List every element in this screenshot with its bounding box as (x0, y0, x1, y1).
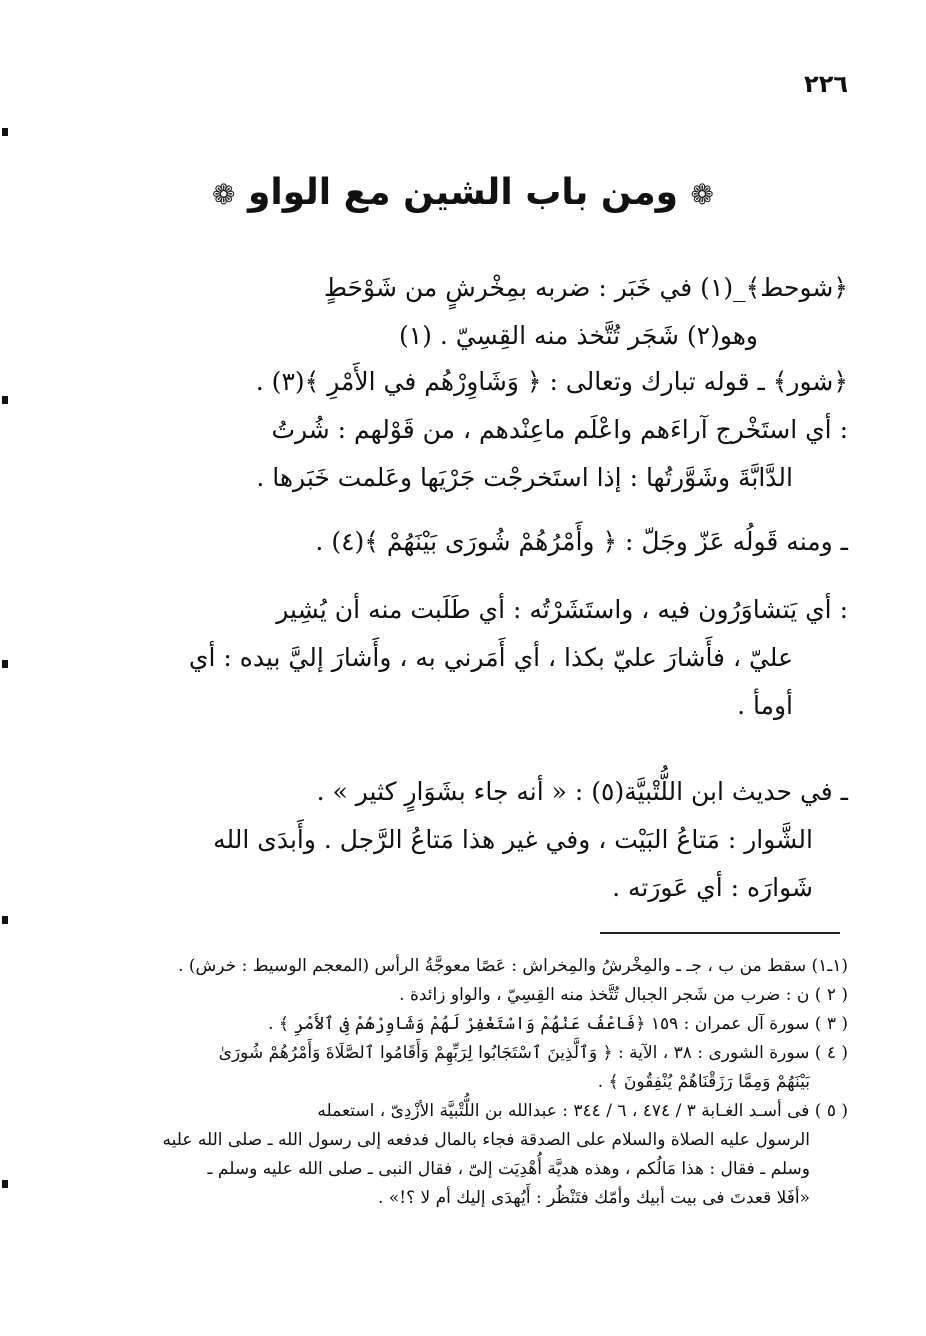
margin-mark (2, 660, 8, 668)
footnote-line: بَيْنَهُمْ وَمِمَّا رَزَقْنَاهُمْ يُنْفِقُونَ ﴾ . (597, 1072, 810, 1092)
margin-mark (2, 916, 8, 924)
footnote-line: ( ٥ ) فى أسـد الغـابة ٣ / ٤٧٤ ، ٦ / ٣٤٤ : عبدالله بن اللُّتْبيَّة الأزْدِىّ ، استعمله (317, 1101, 848, 1121)
page-number: ٢٢٦ (804, 70, 848, 98)
footnote-line: وسلم ـ فقال : هذا مَالُكم ، وهذه هديَّة أُهْدِيَت إلىّ ، فقال النبى ـ صلى الله عليه وسلم ـ (207, 1159, 810, 1179)
margin-mark (2, 1180, 8, 1188)
entry-line: عليّ ، فأَشارَ عليّ بكذا ، أي أَمَرني به ، وأَشارَ إليَّ بيده : أي (188, 643, 793, 672)
entry-hadith (108, 768, 848, 912)
footnote-line: ( ٤ ) سورة الشورى : ٣٨ ، الآية : ﴿ وَٱلَّذِينَ ٱسْتَجَابُوا لِرَبِّهِمْ وَأَقَامُوا ٱلصَّلَاةَ وَأَمْرُهُمْ شُورَىٰ (218, 1043, 848, 1063)
footnote-line: (١ـ١) سقط من ب ، جـ ـ والمِخْرشُ والمِخراش : عَصًا معوجَّةُ الرأس (المعجم الوسيط : خرش) . (178, 956, 848, 976)
ornament-close-icon: ❁ (211, 178, 236, 211)
entry-explanation (108, 586, 848, 730)
entry-shawr (108, 358, 848, 502)
chapter-title (150, 172, 776, 213)
entry-line: شَوارَه : أي عَورَته . (612, 873, 813, 902)
entry-line: ـ ومنه قَولُه عَزّ وجَلّ : ﴿ وأَمْرُهُمْ شُورَى بَيْنَهُمْ ﴾(٤) . (315, 527, 848, 556)
margin-mark (2, 128, 8, 136)
footnote-separator (600, 932, 840, 934)
footnote-line: «أفَلا قعدتَ فى بيت أبيك وأمّك فتَنْظُر : أَيُهدَى إليك أم لا ؟!» . (378, 1188, 810, 1208)
chapter-title-text: ومن باب الشين مع الواو (247, 172, 678, 213)
entry-line: وهو(٢) شَجَر تُتَّخذ منه القِسِيّ . (١) (398, 321, 758, 350)
entry-line: : أي استَخْرج آراءَهم واعْلَم ماعِنْدهم ، من قَوْلهم : شُرتُ (271, 415, 848, 444)
footnote-line: ( ٢ ) ن : ضرب من شَجر الجبال تُتَّخذ منه القِسِيّ ، والواو زائدة . (399, 985, 848, 1005)
margin-mark (2, 396, 8, 404)
entry-line: الدَّابَّةَ وشَوَّرتُها : إذا استَخرجْت جَرْيَها وعَلمت خَبَرها . (256, 463, 793, 492)
entry-line: ـ في حديث ابن اللُّتْبيَّة(٥) : « أنه جاء بشَوَارٍ كثير » . (316, 777, 848, 806)
entry-line: ﴿شوحط﴾_(١) في خَبَر : ضربه بمِخْرشٍ من شَوْحَطٍ (323, 273, 848, 302)
entry-shura-verse (108, 518, 848, 566)
entry-line: : أي يَتشاوَرُون فيه ، واستَشَرْتُه : أي طَلَبت منه أن يُشِير (276, 595, 848, 624)
entry-line: الشَّوار : مَتاعُ البَيْت ، وفي غير هذا مَتاعُ الرَّجل . وأَبدَى الله (213, 825, 813, 854)
entry-line: أومأ . (737, 691, 793, 720)
footnote-line: الرسول عليه الصلاة والسلام على الصدقة فجاء بالمال فدفعه إلى رسول الله ـ صلى الله عليه (162, 1130, 810, 1150)
footnote-line: ( ٣ ) سورة آل عمران : ١٥٩ ﴿فَاعْفُ عَنْهُمْ وَاسْتَغْفِرْ لَهُمْ وَشَاوِرْهُمْ فِى ٱلأَمْرِ ﴾ . (268, 1014, 848, 1034)
footnotes (92, 952, 848, 1213)
entry-shawhat (108, 264, 848, 360)
ornament-open-icon: ❁ (690, 178, 715, 211)
entry-line: ﴿شور﴾ ـ قوله تبارك وتعالى : ﴿ وَشَاوِرْهُم في الأَمْرِ ﴾(٣) . (255, 367, 848, 396)
